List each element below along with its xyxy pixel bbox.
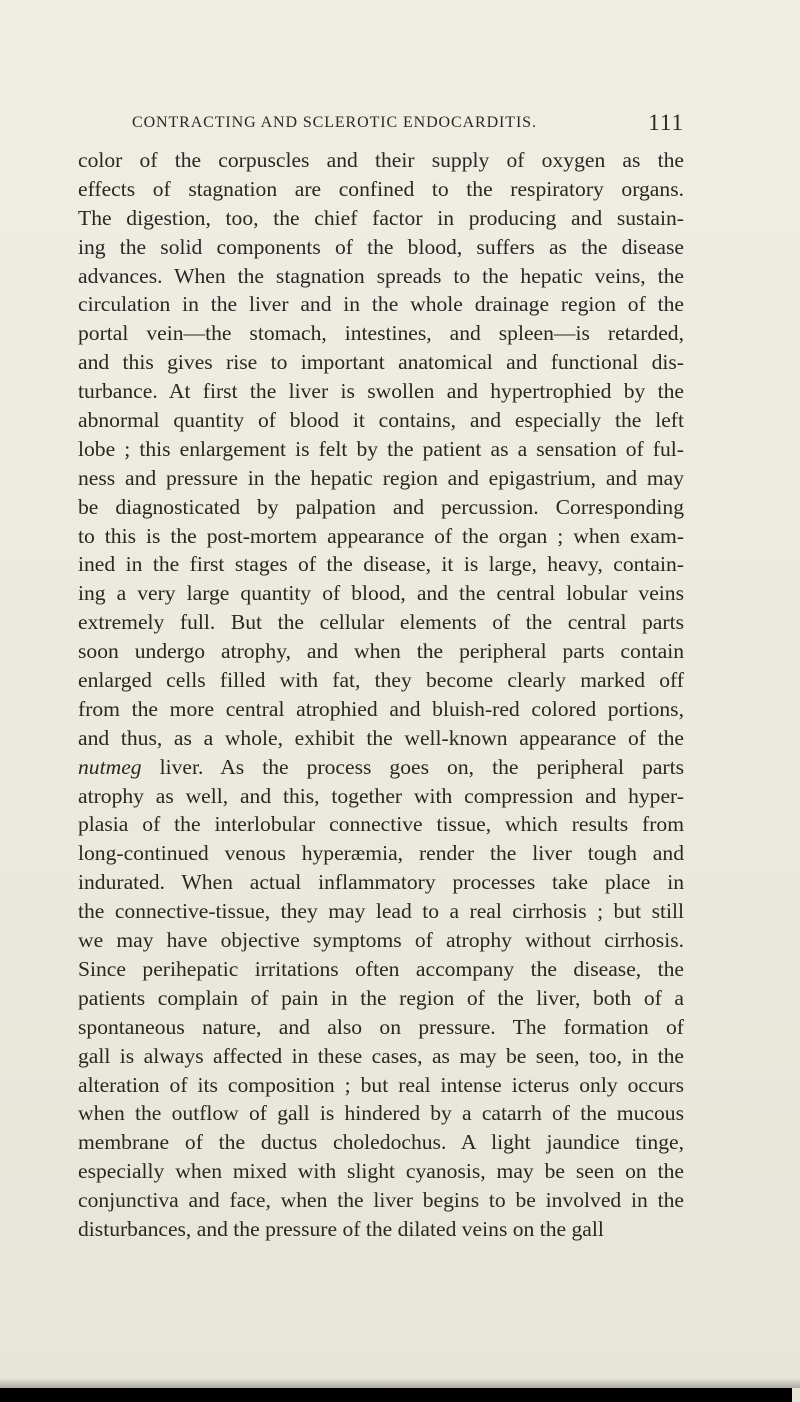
text-line: conjunctiva and face, when the liver begins to be involved in the bbox=[78, 1188, 684, 1213]
text-line: lobe ; this enlargement is felt by the patient as a sensation of ful- bbox=[78, 436, 684, 461]
text-line: be diagnosticated by palpation and percussion. Corresponding bbox=[78, 494, 684, 519]
text-line: ing the solid components of the blood, suffers as the disease bbox=[78, 234, 684, 259]
text-line: long-continued venous hyperæmia, render the liver tough and bbox=[78, 841, 684, 866]
text-line: nutmeg liver. As the process goes on, the peripheral parts bbox=[78, 754, 684, 779]
text-line: color of the corpuscles and their supply of oxygen as the bbox=[78, 148, 684, 172]
text-line: the connective-tissue, they may lead to a real cirrhosis ; but still bbox=[78, 899, 684, 924]
text-line: especially when mixed with slight cyanosis, may be seen on the bbox=[78, 1159, 684, 1184]
text-line: we may have objective symptoms of atrophy without cirrhosis. bbox=[78, 928, 684, 953]
text-line: from the more central atrophied and bluish-red colored portions, bbox=[78, 696, 684, 721]
text-line: circulation in the liver and in the whole drainage region of the bbox=[78, 292, 684, 317]
body-paragraph bbox=[78, 146, 684, 1244]
text-line: portal vein—the stomach, intestines, and spleen—is retarded, bbox=[78, 321, 684, 346]
italic-term: nutmeg bbox=[78, 754, 142, 779]
text-line: gall is always affected in these cases, as may be seen, too, in the bbox=[78, 1043, 684, 1068]
text-line: and thus, as a whole, exhibit the well-known appearance of the bbox=[78, 725, 684, 750]
text-line: to this is the post-mortem appearance of the organ ; when exam- bbox=[78, 523, 684, 548]
text-line: when the outflow of gall is hindered by a catarrh of the mucous bbox=[78, 1101, 684, 1126]
text-line: disturbances, and the pressure of the dilated veins on the gall bbox=[78, 1216, 604, 1241]
text-line: soon undergo atrophy, and when the peripheral parts contain bbox=[78, 639, 684, 664]
text-line: effects of stagnation are confined to the respiratory organs. bbox=[78, 176, 684, 201]
page-edge-shadow bbox=[0, 1378, 800, 1388]
text-line: abnormal quantity of blood it contains, and especially the left bbox=[78, 408, 684, 433]
text-line: advances. When the stagnation spreads to the hepatic veins, the bbox=[78, 263, 684, 288]
text-line: turbance. At first the liver is swollen and hypertrophied by the bbox=[78, 379, 684, 404]
text-line: spontaneous nature, and also on pressure. The formation of bbox=[78, 1014, 684, 1039]
text-line: alteration of its composition ; but real intense icterus only occurs bbox=[78, 1072, 684, 1097]
page-number: 111 bbox=[648, 110, 684, 135]
text-line: and this gives rise to important anatomical and functional dis- bbox=[78, 350, 684, 375]
text-line: enlarged cells filled with fat, they become clearly marked off bbox=[78, 668, 684, 693]
page-edge-bar bbox=[0, 1388, 792, 1402]
text-line: patients complain of pain in the region of the liver, both of a bbox=[78, 985, 684, 1010]
text-line: plasia of the interlobular connective tissue, which results from bbox=[78, 812, 684, 837]
running-head bbox=[78, 110, 684, 140]
running-title: CONTRACTING AND SCLEROTIC ENDOCARDITIS. bbox=[132, 114, 537, 131]
text-line: ined in the first stages of the disease, it is large, heavy, contain- bbox=[78, 552, 684, 577]
text-line: The digestion, too, the chief factor in producing and sustain- bbox=[78, 205, 684, 230]
text-line: ness and pressure in the hepatic region and epigastrium, and may bbox=[78, 465, 684, 490]
text-line: membrane of the ductus choledochus. A light jaundice tinge, bbox=[78, 1130, 684, 1155]
text-line: ing a very large quantity of blood, and the central lobular veins bbox=[78, 581, 684, 606]
text-line: Since perihepatic irritations often accompany the disease, the bbox=[78, 956, 684, 981]
text-line: extremely full. But the cellular elements of the central parts bbox=[78, 610, 684, 635]
text-line: indurated. When actual inflammatory processes take place in bbox=[78, 870, 684, 895]
text-line: atrophy as well, and this, together with compression and hyper- bbox=[78, 783, 684, 808]
